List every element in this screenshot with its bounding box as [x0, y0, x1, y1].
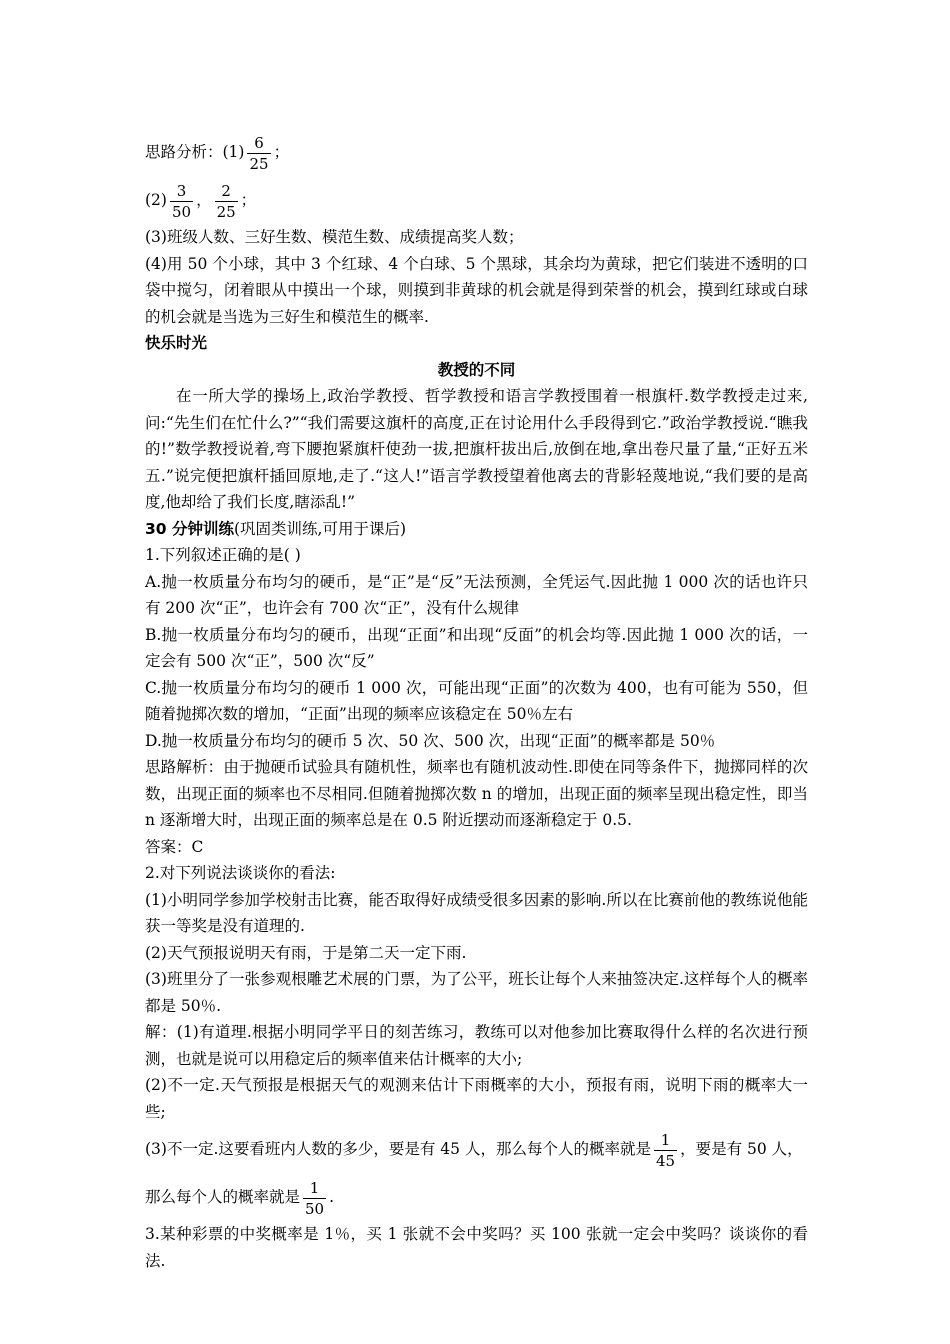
section-30-subtitle: (巩固类训练,可用于课后) [233, 519, 406, 538]
solution-3-text-a: (3)不一定.这要看班内人数的多少，要是有 45 人，那么每个人的概率就是 [145, 1140, 651, 1158]
fraction-numerator: 6 [254, 133, 264, 152]
question-2-solution-2: (2)不一定.天气预报是根据天气的观测来估计下雨概率的大小，预报有雨，说明下雨的概率大一些; [145, 1076, 808, 1121]
fraction-3-50 [170, 181, 193, 222]
question-1-option-c: C.抛一枚质量分布均匀的硬币 1 000 次，可能出现“正面”的次数为 400，也有可能为 550，但随着抛掷次数的增加，“正面”出现的频率应该稳定在 50％左右 [145, 678, 808, 723]
analysis-1-line [145, 128, 808, 176]
question-2-statement-3: (3)班里分了一张参观根雕艺术展的门票，为了公平，班长让每个人来抽签决定.这样每个人的概率都是 50％. [145, 970, 808, 1015]
fraction-numerator: 1 [309, 1178, 320, 1197]
question-3: 3.某种彩票的中奖概率是 1％，买 1 张就不会中奖吗？买 100 张就一定会中奖吗？谈谈你的看法. [145, 1225, 808, 1270]
fraction-denominator: 50 [305, 1199, 325, 1218]
fraction-6-25 [247, 133, 270, 174]
solution-3-text-d: . [329, 1188, 335, 1206]
analysis-2-separator: ， [196, 191, 212, 209]
fraction-1-45 [654, 1130, 677, 1171]
analysis-1-prefix: 思路分析：(1) [145, 143, 245, 161]
section-30-minute-training [145, 516, 808, 543]
fraction-denominator: 25 [216, 202, 236, 221]
fraction-numerator: 1 [660, 1130, 671, 1149]
fraction-2-25 [215, 181, 238, 222]
analysis-2-suffix: ； [240, 191, 257, 209]
question-2-solution-3-line-1 [145, 1125, 808, 1173]
fraction-denominator: 45 [655, 1151, 676, 1170]
fraction-denominator: 50 [171, 202, 192, 221]
analysis-3: (3)班级人数、三好生数、模范生数、成绩提高奖人数； [145, 228, 524, 246]
fraction-denominator: 25 [249, 154, 269, 173]
analysis-2-line [145, 176, 808, 224]
analysis-4: (4)用 50 个小球，其中 3 个红球、4 个白球、5 个黑球，其余均为黄球，把它们装进不透明的口袋中搅匀，闭着眼从中摸出一个球，则摸到非黄球的机会就是得到荣誉的机会，摸到红球或白球的机会就是当选为三好生和模范生的概率. [145, 254, 808, 326]
document-page [145, 128, 808, 1274]
question-1-option-b: B.抛一枚质量分布均匀的硬币，出现“正面”和出现“反面”的机会均等.因此抛 1 000 次的话，一定会有 500 次“正”，500 次“反” [145, 625, 808, 670]
question-1-option-d: D.抛一枚质量分布均匀的硬币 5 次、50 次、500 次，出现“正面”的概率都是 50％ [145, 731, 716, 750]
question-2-stem: 2.对下列说法谈谈你的看法: [145, 864, 336, 882]
fraction-1-50 [303, 1178, 326, 1219]
analysis-1-suffix: ； [273, 143, 290, 161]
question-1-analysis: 思路解析：由于抛硬币试验具有随机性，频率也有随机波动性.即使在同等条件下，抛掷同样的次数，出现正面的频率也不尽相同.但随着抛掷次数 n 的增加，出现正面的频率呈现出稳定性，即当 n 逐渐增大时，出现正面的频率总是在 0.5 附近摆动而逐渐稳定于 0.5. [145, 758, 808, 829]
question-1-option-a: A.抛一枚质量分布均匀的硬币，是“正”是“反”无法预测，全凭运气.因此抛 1 000 次的话也许只有 200 次“正”，也许会有 700 次“正”，没有什么规律 [145, 572, 808, 617]
fraction-numerator: 3 [176, 181, 187, 200]
question-2-statement-2: (2)天气预报说明天有雨，于是第二天一定下雨. [145, 943, 467, 962]
story-title: 教授的不同 [437, 360, 516, 379]
question-2-statement-1: (1)小明同学参加学校射击比赛，能否取得好成绩受很多因素的影响.所以在比赛前他的教练说他能获一等奖是没有道理的. [145, 890, 808, 935]
story-text: 在一所大学的操场上,政治学教授、哲学教授和语言学教授围着一根旗杆.数学教授走过来,问:“先生们在忙什么?”“我们需要这旗杆的高度,正在讨论用什么手段得到它.”政治学教授说.“瞧我的!”数学教授说着,弯下腰抱紧旗杆使劲一拔,把旗杆拔出后,放倒在地,拿出卷尺量了量,“正好五米五.”说完便把旗杆插回原地,走了.“这人!”语言学教授望着他离去的背影轻蔑地说,“我们要的是高度,他却给了我们长度,瞎添乱!” [145, 387, 808, 511]
question-2-solution-3-line-2 [145, 1173, 808, 1221]
fraction-numerator: 2 [221, 181, 231, 200]
question-1-answer: 答案：C [145, 837, 204, 856]
question-2-solution-1: 解：(1)有道理.根据小明同学平日的刻苦练习，教练可以对他参加比赛取得什么样的名次进行预测，也就是说可以用稳定后的频率值来估计概率的大小; [145, 1023, 808, 1068]
solution-3-text-b: ，要是有 50 人， [680, 1140, 803, 1158]
question-1-stem: 1.下列叙述正确的是( ) [145, 546, 301, 564]
solution-3-text-c: 那么每个人的概率就是 [145, 1188, 301, 1206]
section-30-title: 30 分钟训练 [145, 519, 234, 538]
analysis-2-prefix: (2) [145, 191, 167, 209]
section-happy-time: 快乐时光 [145, 334, 208, 352]
